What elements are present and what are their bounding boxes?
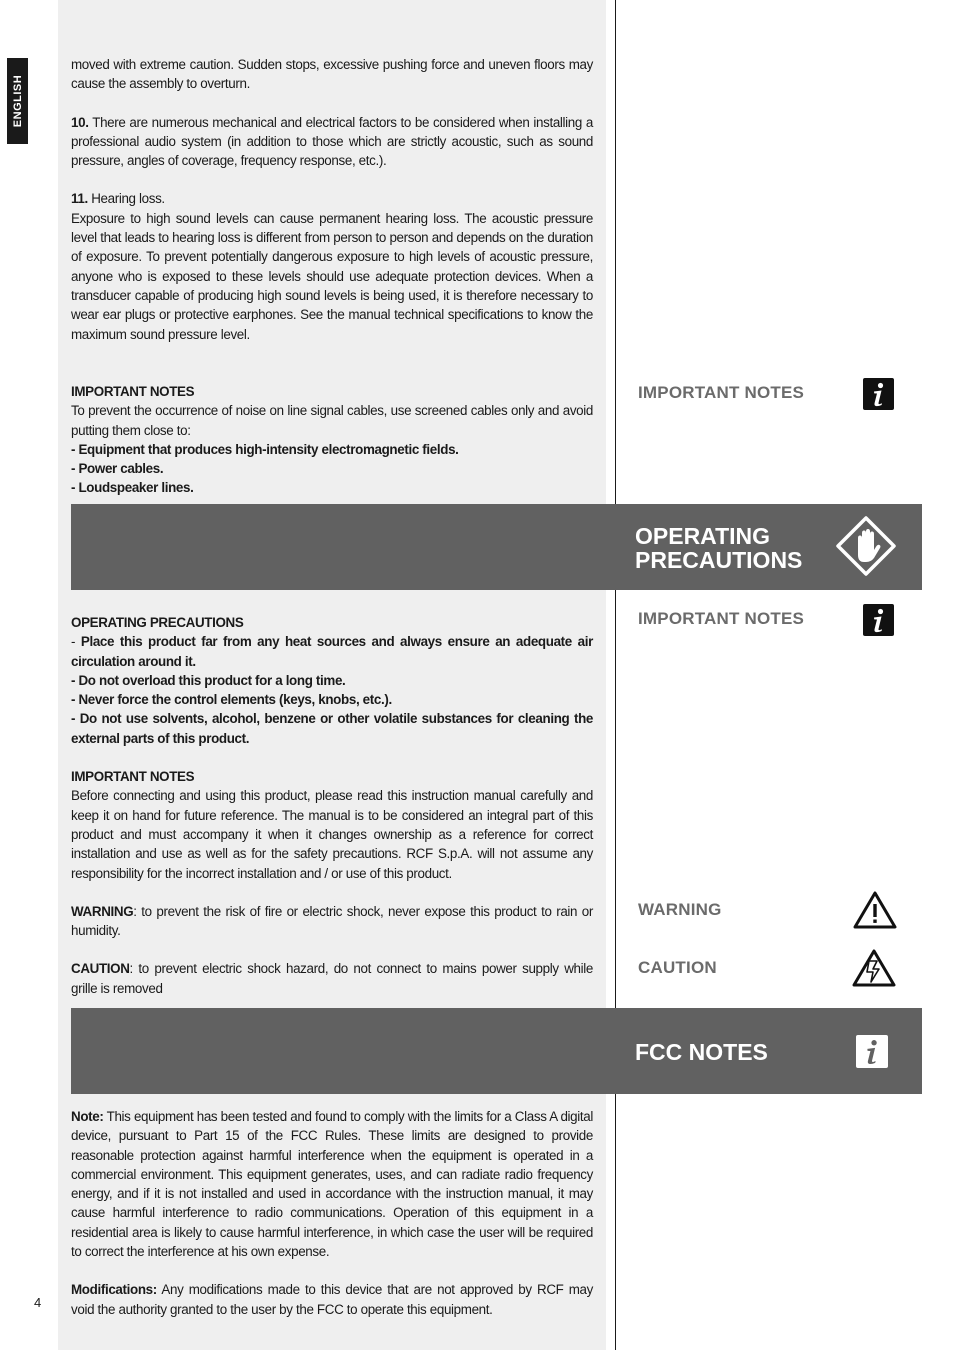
precaution-item-3: - Never force the control elements (keys, knobs, etc.). <box>71 692 392 708</box>
item-10-text: There are numerous mechanical and electrical factors to be considered when installing a professional audio system (in addition to those which are strictly acoustic, such as sound pressure, angles of coverage, frequency response, etc.). <box>71 114 593 169</box>
warning-text: : to prevent the risk of fire or electric shock, never expose this product to rain or humidity. <box>71 903 593 939</box>
precaution-item-2: - Do not overload this product for a long time. <box>71 672 346 688</box>
precautions-heading: OPERATING PRECAUTIONS <box>71 615 244 630</box>
notes-1-item: - Equipment that produces high-intensity electromagnetic fields. <box>71 441 459 457</box>
band-title-line-2: PRECAUTIONS <box>635 547 803 573</box>
language-tab-label: ENGLISH <box>11 74 24 128</box>
side-label-important-notes: IMPORTANT NOTES <box>638 609 805 628</box>
item-10 <box>71 113 593 171</box>
precautions-section <box>71 613 593 998</box>
warning-label: WARNING <box>71 903 134 919</box>
section-band-operating-precautions <box>71 504 922 590</box>
precaution-item-4: - Do not use solvents, alcohol, benzene or other volatile substances for cleaning the external parts of this product. <box>71 711 593 746</box>
side-label-warning: WARNING <box>638 900 722 919</box>
notes-1-item: - Power cables. <box>71 461 164 477</box>
electric-shock-icon <box>851 948 897 993</box>
precaution-item-1: Place this product far from any heat sources and always ensure an adequate air circulation around it. <box>71 634 593 669</box>
band-title <box>635 524 802 572</box>
notes-1-item: - Loudspeaker lines. <box>71 480 194 496</box>
info-icon <box>863 604 894 636</box>
page-number: 4 <box>34 1295 42 1310</box>
fcc-section <box>71 1107 593 1319</box>
info-icon <box>863 378 894 410</box>
warning-paragraph <box>71 902 593 941</box>
intro-section <box>71 55 593 344</box>
fcc-note-label: Note: <box>71 1109 104 1124</box>
fcc-modifications-text: Any modifications made to this device that are not approved by RCF may void the authority granted to the user by the FCC to operate this equipment. <box>71 1282 593 1317</box>
intro-continued: moved with extreme caution. Sudden stops, excessive pushing force and uneven floors may cause the assembly to overturn. <box>71 57 593 92</box>
item-11-heading <box>71 189 593 208</box>
fcc-modifications-label: Modifications: <box>71 1282 157 1298</box>
precaution-item <box>71 632 593 671</box>
caution-text: : to prevent electric shock hazard, do not connect to mains power supply while grille is removed <box>71 961 593 996</box>
side-label-important-notes: IMPORTANT NOTES <box>638 383 805 402</box>
side-label-caution: CAUTION <box>638 958 717 977</box>
caution-label: CAUTION <box>71 961 130 977</box>
notes-1-text: To prevent the occurrence of noise on line signal cables, use screened cables only and avoid putting them close to: <box>71 403 593 438</box>
band-title: FCC NOTES <box>635 1039 768 1065</box>
warning-triangle-icon <box>852 890 898 935</box>
item-11-text: Exposure to high sound levels can cause permanent hearing loss. The acoustic pressure level that leads to hearing loss is different from person to person and depends on the duration of exposure. To prevent potentially dangerous exposure to high levels of acoustic pressure, anyone who is exposed to these levels should use adequate protection devices. When a transducer capable of producing high sound levels is being used, it is therefore necessary to wear ear plugs or protective earphones. See the manual technical specifications to know the maximum sound pressure level. <box>71 210 593 342</box>
language-tab <box>7 58 28 144</box>
fcc-modifications <box>71 1280 593 1319</box>
item-11-title: Hearing loss. <box>87 191 165 207</box>
precaution-dash: - <box>71 634 81 650</box>
important-notes-text: Before connecting and using this product, please read this instruction manual carefully and keep it on hand for future reference. The manual is to be considered an integral part of this product and must accompany it when it changes ownership as a reference for correct installation and use as well as for the safety precautions. RCF S.p.A. will not assume any responsibility for the incorrect installation and / or use of this product. <box>71 788 593 881</box>
band-title-line-1: OPERATING <box>635 523 771 549</box>
section-band-fcc-notes <box>71 1008 922 1094</box>
important-notes-heading: IMPORTANT NOTES <box>71 769 195 785</box>
item-11-number: 11. <box>71 191 88 207</box>
notes-section-1 <box>71 382 593 498</box>
column-divider <box>615 0 616 1350</box>
fcc-note <box>71 1107 593 1261</box>
fcc-note-text: This equipment has been tested and found to comply with the limits for a Class A digital device, pursuant to Part 15 of the FCC Rules. These limits are designed to provide reasonable protection against harmful interference when the equipment is operated in a commercial environment. This equipment generates, uses, and can radiate radio frequency energy, and if it is not installed and used in accordance with the instruction manual, it may cause harmful interference to radio communications. Operation of this equipment in a residential area is likely to cause harmful interference, in which case the user will be required to correct the interference at his own expense. <box>71 1109 593 1260</box>
notes-1-heading: IMPORTANT NOTES <box>71 384 195 399</box>
caution-paragraph <box>71 959 593 998</box>
item-10-number: 10. <box>71 114 89 130</box>
info-icon <box>856 1035 888 1068</box>
hand-stop-icon <box>836 516 896 581</box>
